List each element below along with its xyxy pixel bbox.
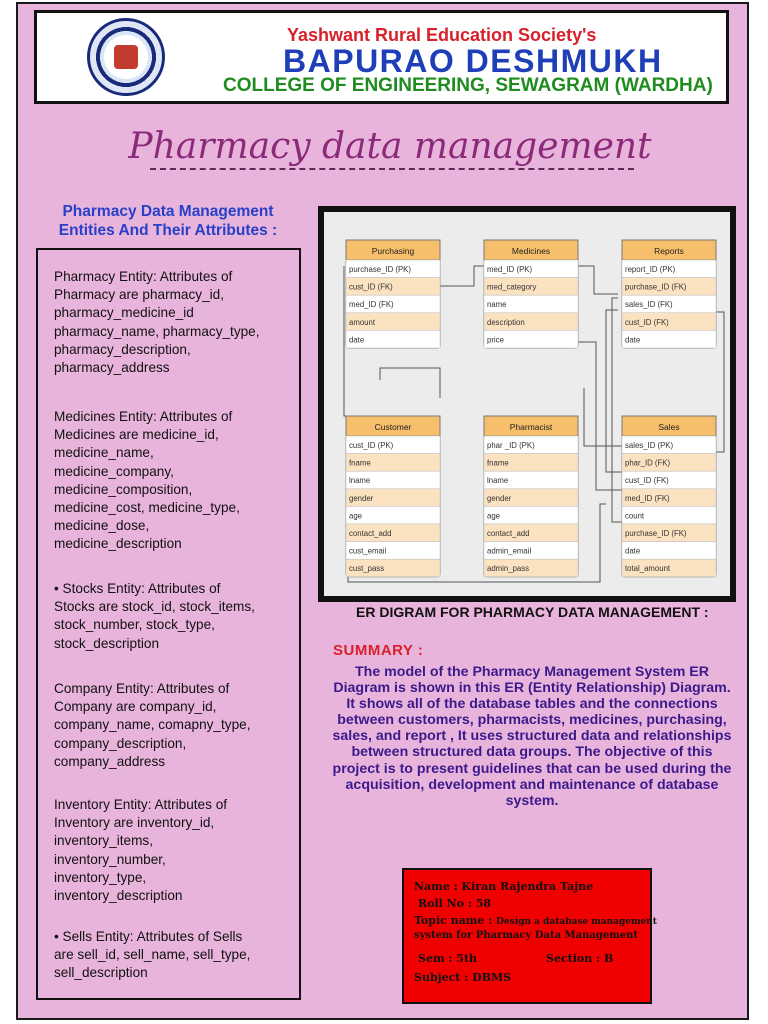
er-field-name: age <box>349 511 363 521</box>
er-field-name: purchase_ID (FK) <box>625 282 687 292</box>
er-field-name: lname <box>487 476 509 486</box>
college-header <box>34 10 729 104</box>
entities-panel <box>36 248 301 1000</box>
er-field-name: admin_email <box>487 546 532 556</box>
er-table-title: Reports <box>654 246 684 256</box>
topic-label: Topic name : <box>414 914 497 927</box>
er-field-name: gender <box>349 493 374 503</box>
er-field-name: age <box>487 511 501 521</box>
author-roll: Roll No : 58 <box>418 897 492 910</box>
er-field-name: price <box>487 335 504 345</box>
er-field-name: cust_pass <box>349 564 385 574</box>
er-field-name: name <box>487 300 507 310</box>
author-name: Name : Kiran Rajendra Tajne <box>414 880 594 893</box>
er-field-name: cust_ID (PK) <box>349 441 394 450</box>
er-table-title: Sales <box>658 422 680 432</box>
topic-value-1: Design a database management <box>496 917 657 927</box>
er-table-sales <box>622 416 716 577</box>
college-subtitle: COLLEGE OF ENGINEERING, SEWAGRAM (WARDHA) <box>223 75 713 96</box>
entity-pharmacy: Pharmacy Entity: Attributes of Pharmacy are pharmacy_id, pharmacy_medicine_id pharmacy_name, pharmacy_type, pharmacy_description, pharmacy_address <box>54 269 260 376</box>
er-table-reports <box>622 240 716 348</box>
er-field-name: date <box>625 335 641 345</box>
er-field-name: count <box>625 511 645 521</box>
entity-company: Company Entity: Attributes of Company are company_id, company_name, comapny_type, company_description, company_address <box>54 681 251 769</box>
title-underline <box>150 168 634 170</box>
er-field-name: phar_ID (FK) <box>625 458 671 468</box>
er-field-name: med_ID (PK) <box>487 265 533 274</box>
author-topic <box>414 914 657 927</box>
entities-heading: Pharmacy Data Management Entities And Their Attributes : <box>58 203 278 239</box>
er-table-title: Customer <box>374 422 412 432</box>
er-field-name: report_ID (PK) <box>625 265 676 274</box>
college-name: BAPURAO DESHMUKH <box>283 43 663 79</box>
college-emblem-icon <box>87 18 165 96</box>
er-field-name: description <box>487 317 525 327</box>
er-field-name: date <box>349 335 365 345</box>
er-field-name: cust_ID (FK) <box>349 282 393 292</box>
author-section: Section : B <box>546 952 614 965</box>
er-field-name: med_category <box>487 282 537 292</box>
er-field-name: lname <box>349 476 371 486</box>
er-table-purchasing <box>346 240 440 348</box>
er-table-title: Pharmacist <box>509 422 553 432</box>
er-field-name: gender <box>487 493 512 503</box>
er-field-name: sales_ID (FK) <box>625 300 673 310</box>
er-field-name: sales_ID (PK) <box>625 441 674 450</box>
er-table-title: Medicines <box>511 246 551 256</box>
entity-stocks: • Stocks Entity: Attributes of Stocks are stock_id, stock_items, stock_number, stock_type, stock_description <box>54 581 255 651</box>
page-title: Pharmacy data management <box>128 126 652 167</box>
er-field-name: amount <box>349 317 376 327</box>
er-field-name: cust_ID (FK) <box>625 476 669 486</box>
er-field-name: fname <box>349 458 371 468</box>
topic-value-2: system for Pharmacy Data Management <box>414 930 639 941</box>
entity-sells: • Sells Entity: Attributes of Sells are sell_id, sell_name, sell_type, sell_description <box>54 929 251 981</box>
er-table-customer <box>346 416 440 577</box>
society-name: Yashwant Rural Education Society's <box>287 25 597 45</box>
er-table-pharmacist <box>484 416 578 577</box>
er-field-name: purchase_ID (PK) <box>349 265 411 274</box>
er-field-name: contact_add <box>349 529 392 538</box>
er-caption: ER DIGRAM FOR PHARMACY DATA MANAGEMENT : <box>356 604 709 620</box>
er-field-name: date <box>625 546 641 556</box>
er-field-name: phar _ID (PK) <box>487 441 535 450</box>
er-field-name: total_amount <box>625 564 671 574</box>
author-details-box <box>402 868 657 1004</box>
er-field-name: cust_ID (FK) <box>625 317 669 327</box>
er-field-name: admin_pass <box>487 564 530 574</box>
entity-inventory: Inventory Entity: Attributes of Inventory are inventory_id, inventory_items, inventory_number, inventory_type, inventory_description <box>54 797 228 904</box>
entity-medicines: Medicines Entity: Attributes of Medicines are medicine_id, medicine_name, medicine_company, medicine_composition, medicine_cost, medicine_type, medicine_dose, medicine_description <box>54 409 240 552</box>
er-field-name: purchase_ID (FK) <box>625 529 687 538</box>
er-table-medicines <box>484 240 578 348</box>
er-table-title: Purchasing <box>371 246 415 256</box>
er-field-name: med_ID (FK) <box>349 300 394 310</box>
er-diagram <box>324 212 730 596</box>
summary-title: SUMMARY : <box>333 642 424 659</box>
er-diagram-svg <box>324 212 730 596</box>
er-field-name: cust_email <box>349 546 387 556</box>
er-field-name: contact_add <box>487 529 530 538</box>
author-sem: Sem : 5th <box>418 952 478 965</box>
er-field-name: med_ID (FK) <box>625 493 670 503</box>
er-diagram-frame <box>318 206 736 602</box>
author-subject: Subject : DBMS <box>414 971 512 984</box>
er-field-name: fname <box>487 458 509 468</box>
summary-text: The model of the Pharmacy Management System ER Diagram is shown in this ER (Entity Relationship) Diagram. It shows all of the database tables and the connections between customers, pharmacists, medicines, purchasing, sales, and report , It uses structured data and relationships between structured data groups. The objective of this project is to present guidelines that can be used during the acquisition, development and maintenance of database system. <box>332 664 732 809</box>
